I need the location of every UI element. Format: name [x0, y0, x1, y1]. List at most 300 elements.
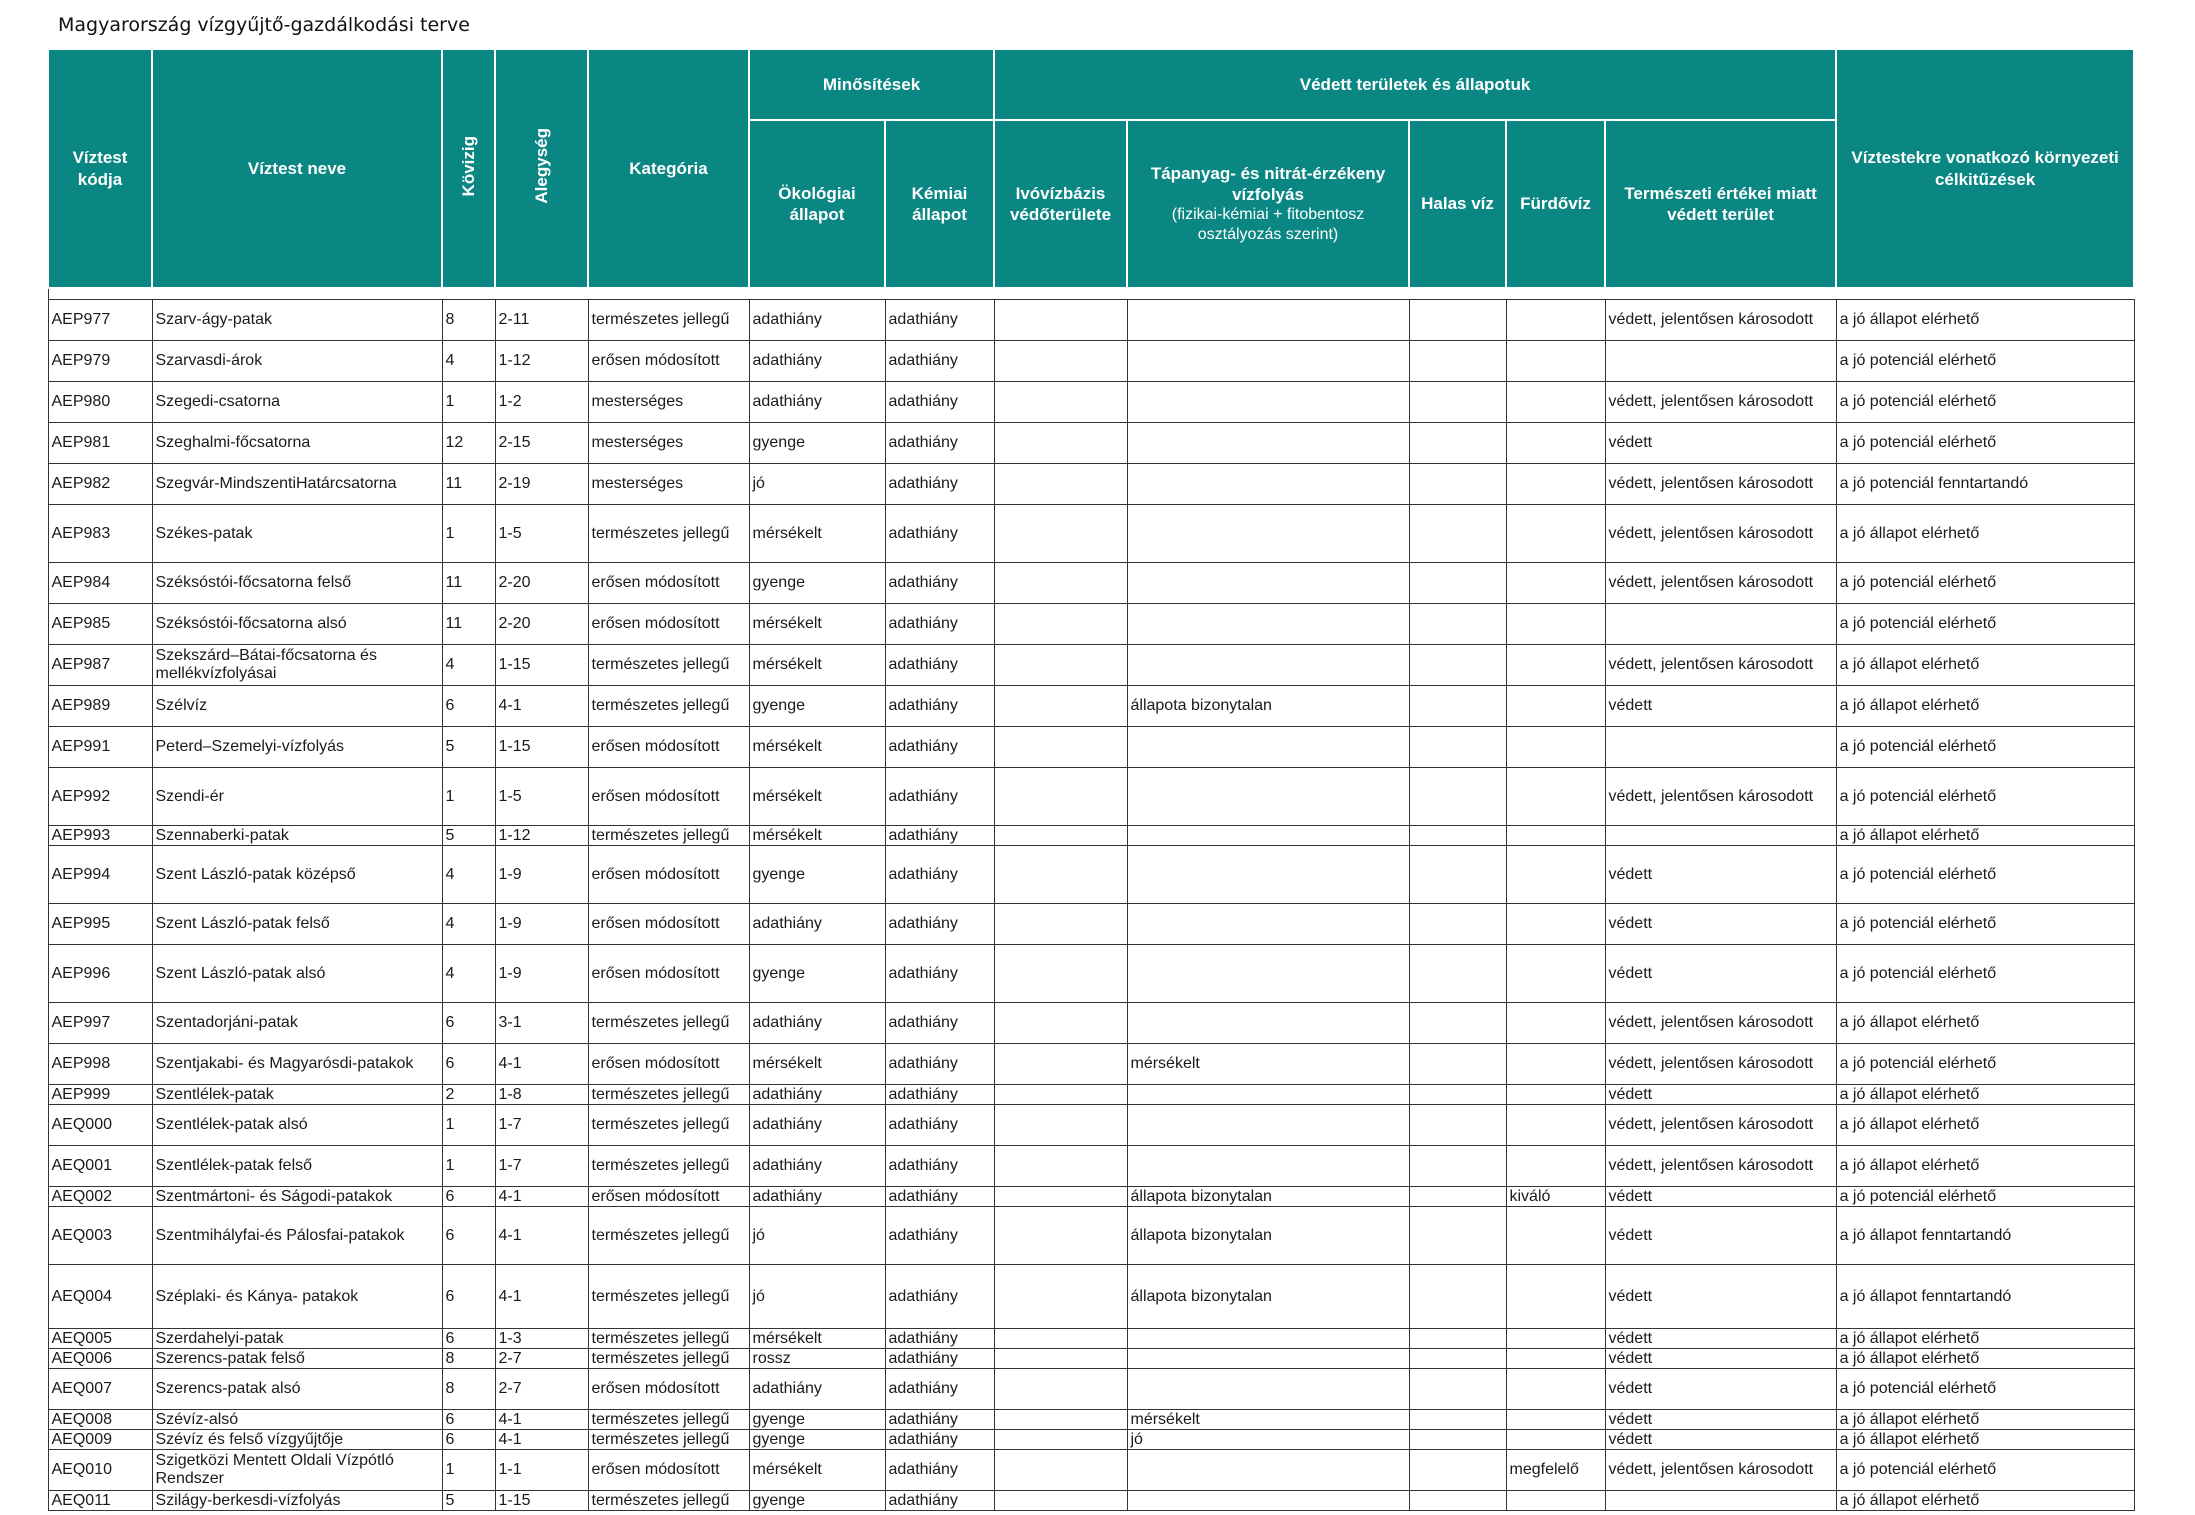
cell-kovizig: 12: [442, 423, 495, 464]
cell-termeszeti: védett, jelentősen károsodott: [1605, 645, 1836, 686]
cell-tapanyag: állapota bizonytalan: [1127, 1187, 1409, 1207]
cell-kemiai: adathiány: [885, 505, 994, 563]
cell-kemiai: adathiány: [885, 1430, 994, 1450]
cell-code: AEQ008: [48, 1410, 152, 1430]
cell-kovizig: 1: [442, 1146, 495, 1187]
cell-cel: a jó állapot fenntartandó: [1836, 1265, 2134, 1329]
cell-alegyseg: 1-8: [495, 1085, 588, 1105]
cell-termeszeti: [1605, 604, 1836, 645]
cell-okologiai: gyenge: [749, 846, 885, 904]
cell-code: AEQ005: [48, 1329, 152, 1349]
cell-okologiai: gyenge: [749, 1430, 885, 1450]
cell-name: Szerdahelyi-patak: [152, 1329, 442, 1349]
cell-kovizig: 6: [442, 686, 495, 727]
table-row: [48, 846, 2134, 904]
cell-alegyseg: 1-15: [495, 727, 588, 768]
cell-termeszeti: védett: [1605, 904, 1836, 945]
cell-termeszeti: védett: [1605, 1187, 1836, 1207]
cell-alegyseg: 1-9: [495, 846, 588, 904]
cell-tapanyag: [1127, 1105, 1409, 1146]
cell-okologiai: mérsékelt: [749, 768, 885, 826]
cell-code: AEP982: [48, 464, 152, 505]
cell-alegyseg: 4-1: [495, 1207, 588, 1265]
cell-furdo: [1506, 423, 1605, 464]
cell-name: Szentlélek-patak felső: [152, 1146, 442, 1187]
cell-tapanyag: jó: [1127, 1430, 1409, 1450]
header-ivovizbazis: Ivóvízbázis védőterülete: [994, 120, 1127, 288]
cell-okologiai: adathiány: [749, 382, 885, 423]
cell-ivovizbazis: [994, 1105, 1127, 1146]
cell-tapanyag: [1127, 1003, 1409, 1044]
cell-furdo: [1506, 945, 1605, 1003]
cell-kemiai: adathiány: [885, 563, 994, 604]
cell-alegyseg: 4-1: [495, 1044, 588, 1085]
cell-cel: a jó potenciál elérhető: [1836, 423, 2134, 464]
cell-cel: a jó állapot elérhető: [1836, 1349, 2134, 1369]
header-kemiai: Kémiai állapot: [885, 120, 994, 288]
cell-cel: a jó állapot elérhető: [1836, 1430, 2134, 1450]
cell-name: Szerencs-patak felső: [152, 1349, 442, 1369]
cell-kategoria: erősen módosított: [588, 846, 749, 904]
cell-name: Szentlélek-patak alsó: [152, 1105, 442, 1146]
cell-name: Szeghalmi-főcsatorna: [152, 423, 442, 464]
cell-okologiai: gyenge: [749, 423, 885, 464]
cell-termeszeti: védett: [1605, 423, 1836, 464]
cell-alegyseg: 4-1: [495, 1265, 588, 1329]
cell-okologiai: jó: [749, 1265, 885, 1329]
cell-tapanyag: [1127, 464, 1409, 505]
cell-halas: [1409, 1105, 1506, 1146]
cell-halas: [1409, 645, 1506, 686]
cell-ivovizbazis: [994, 768, 1127, 826]
cell-code: AEP983: [48, 505, 152, 563]
cell-kategoria: természetes jellegű: [588, 645, 749, 686]
cell-furdo: [1506, 341, 1605, 382]
cell-ivovizbazis: [994, 382, 1127, 423]
cell-alegyseg: 1-3: [495, 1329, 588, 1349]
cell-code: AEP997: [48, 1003, 152, 1044]
table-row: [48, 300, 2134, 341]
cell-alegyseg: 2-7: [495, 1349, 588, 1369]
cell-furdo: [1506, 1003, 1605, 1044]
cell-ivovizbazis: [994, 1146, 1127, 1187]
cell-cel: a jó állapot elérhető: [1836, 1491, 2134, 1511]
header-name: Víztest neve: [152, 49, 442, 288]
table-row: [48, 1410, 2134, 1430]
header-termeszeti: Természeti értékei miatt védett terület: [1605, 120, 1836, 288]
cell-halas: [1409, 1369, 1506, 1410]
cell-ivovizbazis: [994, 505, 1127, 563]
table-row: [48, 826, 2134, 846]
cell-furdo: [1506, 1410, 1605, 1430]
cell-termeszeti: védett: [1605, 1369, 1836, 1410]
cell-tapanyag: [1127, 645, 1409, 686]
cell-kategoria: mesterséges: [588, 423, 749, 464]
cell-okologiai: jó: [749, 464, 885, 505]
cell-furdo: [1506, 826, 1605, 846]
cell-tapanyag: [1127, 1329, 1409, 1349]
cell-alegyseg: 4-1: [495, 686, 588, 727]
cell-code: AEQ007: [48, 1369, 152, 1410]
header-furdo: Fürdővíz: [1506, 120, 1605, 288]
cell-halas: [1409, 341, 1506, 382]
table-row: [48, 604, 2134, 645]
cell-kovizig: 11: [442, 464, 495, 505]
cell-kemiai: adathiány: [885, 1491, 994, 1511]
cell-furdo: [1506, 604, 1605, 645]
cell-kategoria: erősen módosított: [588, 904, 749, 945]
cell-furdo: [1506, 768, 1605, 826]
cell-kemiai: adathiány: [885, 1329, 994, 1349]
cell-ivovizbazis: [994, 826, 1127, 846]
cell-ivovizbazis: [994, 1349, 1127, 1369]
cell-furdo: kiváló: [1506, 1187, 1605, 1207]
header-halas: Halas víz: [1409, 120, 1506, 288]
cell-halas: [1409, 1187, 1506, 1207]
cell-kemiai: adathiány: [885, 826, 994, 846]
cell-termeszeti: [1605, 1491, 1836, 1511]
cell-kategoria: természetes jellegű: [588, 300, 749, 341]
table-row: [48, 1105, 2134, 1146]
table-row: [48, 423, 2134, 464]
cell-alegyseg: 1-1: [495, 1450, 588, 1491]
cell-halas: [1409, 727, 1506, 768]
cell-halas: [1409, 423, 1506, 464]
cell-okologiai: mérsékelt: [749, 645, 885, 686]
cell-kategoria: erősen módosított: [588, 1450, 749, 1491]
table-row: [48, 1003, 2134, 1044]
cell-alegyseg: 1-5: [495, 505, 588, 563]
cell-kemiai: adathiány: [885, 1207, 994, 1265]
table-row: [48, 945, 2134, 1003]
cell-halas: [1409, 1430, 1506, 1450]
cell-kovizig: 6: [442, 1430, 495, 1450]
cell-okologiai: adathiány: [749, 341, 885, 382]
cell-kovizig: 5: [442, 826, 495, 846]
cell-kategoria: természetes jellegű: [588, 1207, 749, 1265]
cell-name: Szarv-ágy-patak: [152, 300, 442, 341]
cell-cel: a jó állapot elérhető: [1836, 686, 2134, 727]
cell-kategoria: mesterséges: [588, 464, 749, 505]
cell-termeszeti: védett: [1605, 1329, 1836, 1349]
cell-name: Peterd–Szemelyi-vízfolyás: [152, 727, 442, 768]
cell-code: AEP996: [48, 945, 152, 1003]
cell-ivovizbazis: [994, 645, 1127, 686]
cell-alegyseg: 1-12: [495, 341, 588, 382]
header-tapanyag-label: Tápanyag- és nitrát-érzékeny vízfolyás: [1150, 163, 1386, 204]
cell-termeszeti: védett: [1605, 686, 1836, 727]
cell-tapanyag: [1127, 382, 1409, 423]
cell-furdo: [1506, 1265, 1605, 1329]
cell-kovizig: 8: [442, 300, 495, 341]
cell-halas: [1409, 604, 1506, 645]
cell-halas: [1409, 686, 1506, 727]
cell-code: AEQ004: [48, 1265, 152, 1329]
cell-code: AEP977: [48, 300, 152, 341]
cell-ivovizbazis: [994, 727, 1127, 768]
cell-name: Szilágy-berkesdi-vízfolyás: [152, 1491, 442, 1511]
cell-termeszeti: védett: [1605, 1430, 1836, 1450]
cell-name: Szendi-ér: [152, 768, 442, 826]
table-row: [48, 1329, 2134, 1349]
cell-termeszeti: védett, jelentősen károsodott: [1605, 1146, 1836, 1187]
cell-code: AEQ001: [48, 1146, 152, 1187]
document-title: Magyarország vízgyűjtő-gazdálkodási terve: [58, 14, 470, 36]
cell-alegyseg: 1-2: [495, 382, 588, 423]
cell-alegyseg: 3-1: [495, 1003, 588, 1044]
cell-termeszeti: védett, jelentősen károsodott: [1605, 563, 1836, 604]
table-body: [48, 288, 2134, 1511]
cell-code: AEQ000: [48, 1105, 152, 1146]
table-row: [48, 768, 2134, 826]
cell-halas: [1409, 1410, 1506, 1430]
cell-tapanyag: [1127, 768, 1409, 826]
cell-furdo: [1506, 1329, 1605, 1349]
cell-ivovizbazis: [994, 300, 1127, 341]
cell-halas: [1409, 846, 1506, 904]
table-row: [48, 1044, 2134, 1085]
cell-tapanyag: [1127, 1450, 1409, 1491]
table-row: [48, 1430, 2134, 1450]
cell-okologiai: gyenge: [749, 1410, 885, 1430]
cell-name: Szegvár-MindszentiHatárcsatorna: [152, 464, 442, 505]
cell-kovizig: 6: [442, 1329, 495, 1349]
cell-halas: [1409, 1146, 1506, 1187]
cell-kategoria: természetes jellegű: [588, 1146, 749, 1187]
cell-halas: [1409, 826, 1506, 846]
cell-kemiai: adathiány: [885, 1450, 994, 1491]
cell-code: AEQ006: [48, 1349, 152, 1369]
cell-kategoria: természetes jellegű: [588, 1003, 749, 1044]
cell-name: Szélvíz: [152, 686, 442, 727]
cell-cel: a jó potenciál elérhető: [1836, 945, 2134, 1003]
cell-tapanyag: [1127, 1085, 1409, 1105]
header-minositesek: Minősítések: [749, 49, 994, 120]
table-row: [48, 1265, 2134, 1329]
cell-ivovizbazis: [994, 1430, 1127, 1450]
cell-cel: a jó állapot elérhető: [1836, 1410, 2134, 1430]
cell-code: AEP989: [48, 686, 152, 727]
cell-halas: [1409, 1207, 1506, 1265]
cell-ivovizbazis: [994, 563, 1127, 604]
cell-ivovizbazis: [994, 945, 1127, 1003]
cell-alegyseg: 1-7: [495, 1146, 588, 1187]
cell-okologiai: mérsékelt: [749, 727, 885, 768]
cell-okologiai: mérsékelt: [749, 604, 885, 645]
cell-code: AEP984: [48, 563, 152, 604]
table-row: [48, 382, 2134, 423]
cell-kemiai: adathiány: [885, 1187, 994, 1207]
cell-kovizig: 6: [442, 1207, 495, 1265]
cell-alegyseg: 1-15: [495, 1491, 588, 1511]
cell-okologiai: gyenge: [749, 945, 885, 1003]
cell-furdo: [1506, 464, 1605, 505]
cell-furdo: [1506, 505, 1605, 563]
cell-okologiai: adathiány: [749, 1187, 885, 1207]
table-row: [48, 1207, 2134, 1265]
cell-tapanyag: [1127, 563, 1409, 604]
cell-termeszeti: védett, jelentősen károsodott: [1605, 1003, 1836, 1044]
cell-kovizig: 4: [442, 846, 495, 904]
cell-kovizig: 4: [442, 945, 495, 1003]
cell-furdo: [1506, 1207, 1605, 1265]
cell-halas: [1409, 464, 1506, 505]
cell-ivovizbazis: [994, 1207, 1127, 1265]
cell-name: Szentmártoni- és Ságodi-patakok: [152, 1187, 442, 1207]
cell-okologiai: mérsékelt: [749, 1044, 885, 1085]
cell-halas: [1409, 768, 1506, 826]
cell-code: AEQ010: [48, 1450, 152, 1491]
cell-name: Szerencs-patak alsó: [152, 1369, 442, 1410]
header-alegyseg-label: Alegység: [531, 128, 551, 204]
table-row: [48, 1491, 2134, 1511]
cell-name: Szent László-patak alsó: [152, 945, 442, 1003]
cell-kemiai: adathiány: [885, 300, 994, 341]
cell-name: Széksóstói-főcsatorna felső: [152, 563, 442, 604]
cell-code: AEP999: [48, 1085, 152, 1105]
cell-kovizig: 11: [442, 604, 495, 645]
cell-alegyseg: 4-1: [495, 1187, 588, 1207]
cell-kategoria: természetes jellegű: [588, 505, 749, 563]
cell-tapanyag: [1127, 846, 1409, 904]
cell-name: Széplaki- és Kánya- patakok: [152, 1265, 442, 1329]
header-kategoria: Kategória: [588, 49, 749, 288]
cell-termeszeti: védett, jelentősen károsodott: [1605, 768, 1836, 826]
table-row: [48, 1450, 2134, 1491]
cell-cel: a jó potenciál elérhető: [1836, 382, 2134, 423]
cell-tapanyag: [1127, 505, 1409, 563]
cell-tapanyag: állapota bizonytalan: [1127, 686, 1409, 727]
cell-alegyseg: 2-11: [495, 300, 588, 341]
cell-okologiai: jó: [749, 1207, 885, 1265]
cell-halas: [1409, 382, 1506, 423]
cell-termeszeti: védett, jelentősen károsodott: [1605, 1450, 1836, 1491]
cell-termeszeti: védett, jelentősen károsodott: [1605, 505, 1836, 563]
cell-ivovizbazis: [994, 904, 1127, 945]
cell-tapanyag: [1127, 1349, 1409, 1369]
cell-cel: a jó állapot elérhető: [1836, 1003, 2134, 1044]
cell-cel: a jó potenciál elérhető: [1836, 727, 2134, 768]
cell-cel: a jó állapot elérhető: [1836, 1085, 2134, 1105]
cell-furdo: [1506, 846, 1605, 904]
cell-kemiai: adathiány: [885, 1369, 994, 1410]
cell-name: Szentmihályfai-és Pálosfai-patakok: [152, 1207, 442, 1265]
cell-furdo: [1506, 300, 1605, 341]
cell-cel: a jó potenciál elérhető: [1836, 1450, 2134, 1491]
cell-code: AEP998: [48, 1044, 152, 1085]
cell-kemiai: adathiány: [885, 686, 994, 727]
cell-termeszeti: védett: [1605, 1349, 1836, 1369]
cell-furdo: [1506, 1044, 1605, 1085]
cell-alegyseg: 1-15: [495, 645, 588, 686]
cell-halas: [1409, 1044, 1506, 1085]
cell-tapanyag: [1127, 904, 1409, 945]
cell-kovizig: 1: [442, 1450, 495, 1491]
cell-kovizig: 11: [442, 563, 495, 604]
cell-kemiai: adathiány: [885, 341, 994, 382]
cell-code: AEP981: [48, 423, 152, 464]
cell-furdo: [1506, 645, 1605, 686]
cell-tapanyag: [1127, 1491, 1409, 1511]
cell-okologiai: gyenge: [749, 563, 885, 604]
cell-tapanyag: [1127, 341, 1409, 382]
cell-code: AEP994: [48, 846, 152, 904]
cell-code: AEP980: [48, 382, 152, 423]
header-kovizig-label: Kövizig: [458, 135, 478, 197]
cell-name: Szentjakabi- és Magyarósdi-patakok: [152, 1044, 442, 1085]
cell-termeszeti: védett: [1605, 1410, 1836, 1430]
header-gap-cell: [48, 288, 2134, 300]
cell-code: AEQ003: [48, 1207, 152, 1265]
cell-kovizig: 6: [442, 1187, 495, 1207]
cell-kemiai: adathiány: [885, 1085, 994, 1105]
cell-okologiai: mérsékelt: [749, 1450, 885, 1491]
cell-ivovizbazis: [994, 686, 1127, 727]
cell-ivovizbazis: [994, 1265, 1127, 1329]
cell-name: Szekszárd–Bátai-főcsatorna és mellékvízfolyásai: [152, 645, 442, 686]
cell-kovizig: 1: [442, 768, 495, 826]
cell-ivovizbazis: [994, 604, 1127, 645]
header-tapanyag-sub: (fizikai-kémiai + fitobentosz osztályozás szerint): [1171, 206, 1365, 244]
cell-okologiai: gyenge: [749, 1491, 885, 1511]
cell-kemiai: adathiány: [885, 768, 994, 826]
header-kovizig: [442, 49, 495, 288]
cell-kovizig: 4: [442, 904, 495, 945]
cell-kategoria: erősen módosított: [588, 727, 749, 768]
cell-termeszeti: védett, jelentősen károsodott: [1605, 382, 1836, 423]
cell-name: Szent László-patak felső: [152, 904, 442, 945]
cell-kovizig: 1: [442, 1105, 495, 1146]
cell-name: Szennaberki-patak: [152, 826, 442, 846]
cell-alegyseg: 4-1: [495, 1430, 588, 1450]
cell-halas: [1409, 1349, 1506, 1369]
cell-kovizig: 8: [442, 1349, 495, 1369]
cell-ivovizbazis: [994, 1491, 1127, 1511]
cell-furdo: [1506, 1430, 1605, 1450]
cell-halas: [1409, 1450, 1506, 1491]
water-body-table: [47, 48, 2135, 1511]
cell-alegyseg: 2-20: [495, 604, 588, 645]
cell-cel: a jó potenciál elérhető: [1836, 768, 2134, 826]
cell-name: Széksóstói-főcsatorna alsó: [152, 604, 442, 645]
cell-kemiai: adathiány: [885, 1003, 994, 1044]
cell-tapanyag: állapota bizonytalan: [1127, 1207, 1409, 1265]
cell-kemiai: adathiány: [885, 1410, 994, 1430]
cell-furdo: [1506, 1349, 1605, 1369]
cell-ivovizbazis: [994, 1187, 1127, 1207]
table-row: [48, 645, 2134, 686]
cell-cel: a jó állapot elérhető: [1836, 300, 2134, 341]
cell-termeszeti: védett, jelentősen károsodott: [1605, 1044, 1836, 1085]
cell-kategoria: természetes jellegű: [588, 1430, 749, 1450]
cell-okologiai: adathiány: [749, 904, 885, 945]
cell-furdo: [1506, 1105, 1605, 1146]
cell-alegyseg: 2-19: [495, 464, 588, 505]
cell-kemiai: adathiány: [885, 1105, 994, 1146]
cell-kemiai: adathiány: [885, 846, 994, 904]
cell-name: Szigetközi Mentett Oldali Vízpótló Rendszer: [152, 1450, 442, 1491]
cell-termeszeti: védett, jelentősen károsodott: [1605, 300, 1836, 341]
cell-termeszeti: védett, jelentősen károsodott: [1605, 1105, 1836, 1146]
cell-kategoria: mesterséges: [588, 382, 749, 423]
cell-termeszeti: védett: [1605, 846, 1836, 904]
cell-kategoria: természetes jellegű: [588, 1491, 749, 1511]
cell-termeszeti: védett: [1605, 1265, 1836, 1329]
cell-alegyseg: 1-7: [495, 1105, 588, 1146]
cell-halas: [1409, 1085, 1506, 1105]
cell-ivovizbazis: [994, 1329, 1127, 1349]
cell-kovizig: 1: [442, 505, 495, 563]
